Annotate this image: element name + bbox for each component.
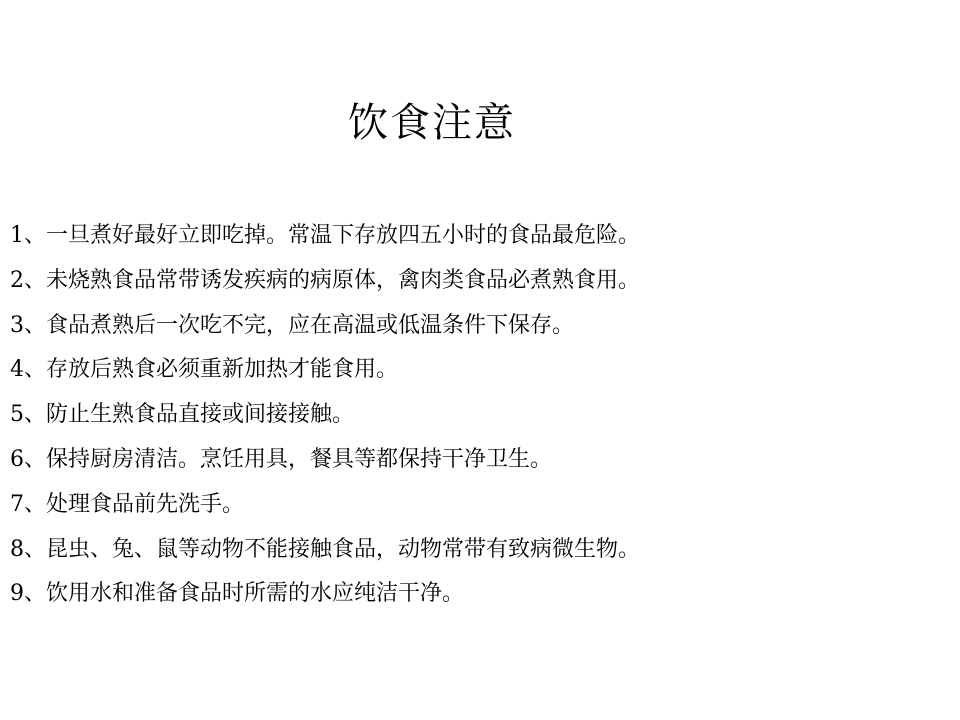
list-item: 5、防止生熟食品直接或间接接触。 [10, 402, 354, 428]
tips-list [10, 214, 640, 617]
list-item: 1、一旦煮好最好立即吃掉。常温下存放四五小时的食品最危险。 [10, 223, 640, 248]
list-item: 9、饮用水和准备食品时所需的水应纯洁干净。 [10, 581, 464, 607]
page-title: 饮食注意 [348, 100, 516, 146]
list-item: 7、处理食品前先洗手。 [10, 491, 244, 517]
list-item: 8、昆虫、兔、鼠等动物不能接触食品，动物常带有致病微生物。 [10, 536, 640, 562]
list-item: 3、食品煮熟后一次吃不完，应在高温或低温条件下保存。 [10, 312, 574, 338]
list-item: 2、未烧熟食品常带诱发疾病的病原体，禽肉类食品必煮熟食用。 [10, 267, 640, 293]
list-item: 6、保持厨房清洁。烹饪用具，餐具等都保持干净卫生。 [10, 446, 552, 472]
list-item: 4、存放后熟食必须重新加热才能食用。 [10, 357, 398, 383]
